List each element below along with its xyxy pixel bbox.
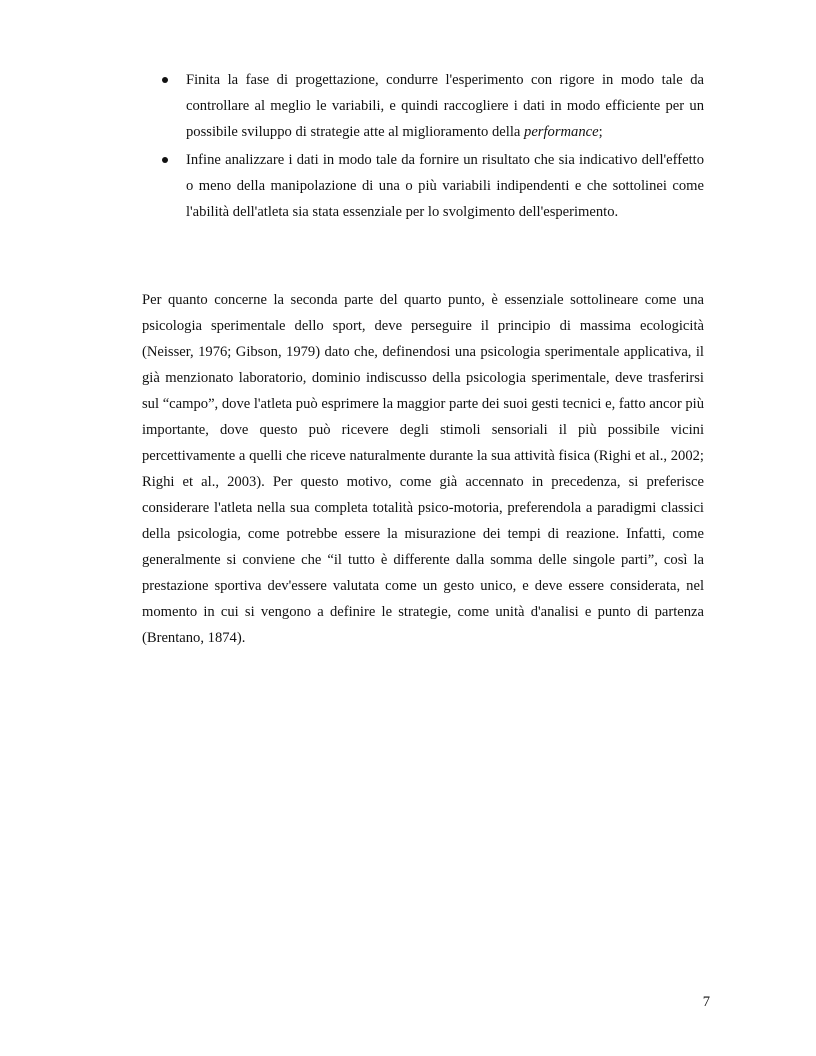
bullet-item-experiment — [142, 67, 704, 145]
body-paragraph: Per quanto concerne la seconda parte del quarto punto, è essenziale sottolineare come una psicologia sperimentale dello sport, deve perseguire il principio di massima ecologicità (Neisser, 1976; Gibson, 1979) dato che, definendosi una psicologia sperimentale applicativa, il già menzionato laboratorio, dominio indiscusso della psicologia sperimentale, deve trasferirsi sul “campo”, dove l'atleta può esprimere la maggior parte dei suoi gesti tecnici e, fatto ancor più importante, dove questo può ricevere degli stimoli sensoriali il più possibile vicini percettivamente a quelli che riceve naturalmente durante la sua attività fisica (Righi et al., 2002; Righi et al., 2003). Per questo motivo, come già accennato in precedenza, si preferisce considerare l'atleta nella sua completa totalità psico-motoria, preferendola a paradigmi classici della psicologia, come potrebbe essere la misurazione dei tempi di reazione. Infatti, come generalmente si conviene che “il tutto è differente dalla somma delle singole parti”, così la prestazione sportiva dev'essere valutata come un gesto unico, e deve essere considerata, nel momento in cui si vengono a definire le strategie, come unità d'analisi e punto di partenza (Brentano, 1874). — [142, 292, 704, 646]
bullet-text: Infine analizzare i dati in modo tale da fornire un risultato che sia indicativo dell'effetto o meno della manipolazione di una o più variabili indipendenti e che sottolinei come l'abilità dell'atleta sia stata essenziale per lo svolgimento dell'esperimento. — [186, 152, 704, 220]
bullet-item-analysis — [142, 147, 704, 225]
bullet-dot-icon — [162, 77, 168, 83]
bullet-list — [142, 67, 704, 225]
bullet-emphasis: performance — [524, 124, 599, 140]
bullet-text: Finita la fase di progettazione, condurre l'esperimento con rigore in modo tale da controllare al meglio le variabili, e quindi raccogliere i dati in modo efficiente per un possibile sviluppo di strategie atte al miglioramento della — [186, 72, 704, 140]
bullet-dot-icon — [162, 157, 168, 163]
page-number: 7 — [702, 994, 710, 1010]
bullet-text-end: ; — [598, 124, 603, 140]
